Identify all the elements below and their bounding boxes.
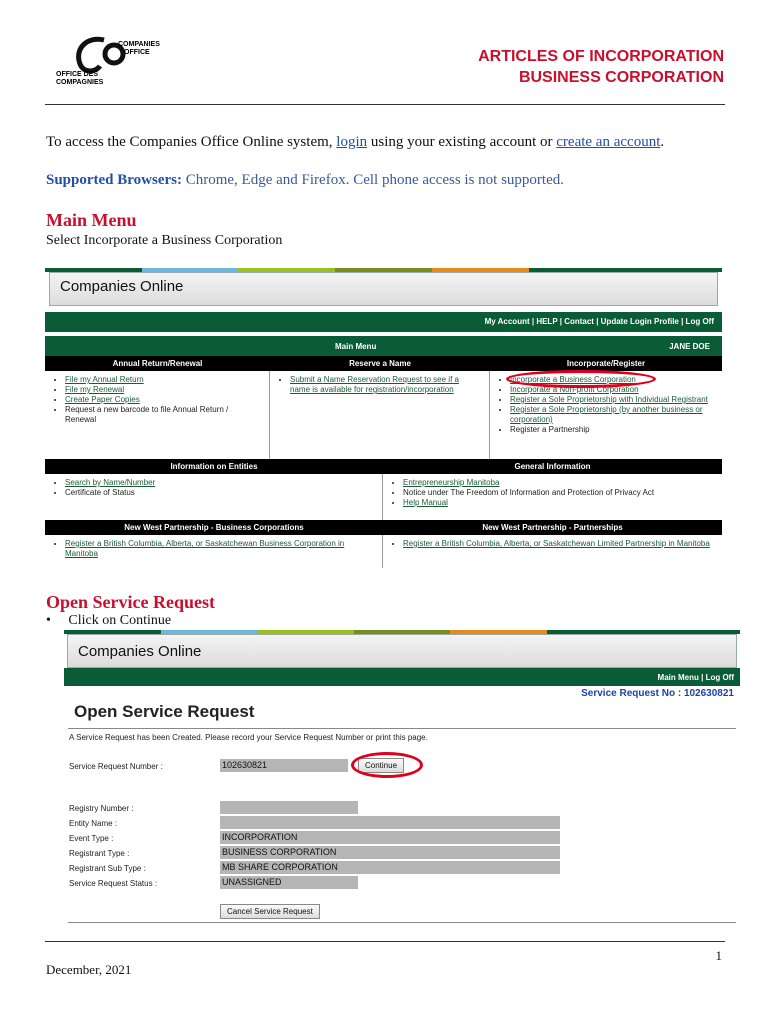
intro-paragraph (46, 134, 664, 151)
intro-text-pre: To access the Companies Office Online system, (46, 134, 337, 150)
cancel-service-request-button[interactable]: Cancel Service Request (220, 904, 320, 919)
open-service-request-heading: Open Service Request (46, 592, 215, 612)
companies-online-banner: Companies Online (49, 272, 718, 306)
registry-number-field (220, 801, 358, 814)
click-continue-bullet (46, 613, 171, 629)
companies-online-banner-2: Companies Online (67, 634, 737, 668)
annual-return-cell (45, 371, 270, 459)
event-type-label: Event Type : (69, 834, 114, 843)
highlight-circle (506, 370, 656, 388)
nwp-partnership-cell (383, 535, 722, 568)
srn-label: Service Request Number : (69, 762, 163, 771)
reserve-name-cell (270, 371, 490, 459)
file-annual-return-link[interactable]: File my Annual Return (65, 375, 144, 384)
registrant-type-label: Registrant Type : (69, 849, 130, 858)
main-menu-heading: Main Menu (46, 210, 137, 230)
registrant-type-field: BUSINESS CORPORATION (220, 846, 560, 859)
companies-online-main-menu-screenshot (45, 268, 722, 568)
register-sole-prop-individual-link[interactable]: Register a Sole Proprietorship with Individual Registrant (510, 395, 708, 404)
logo-text-2: OFFICE (124, 49, 150, 56)
create-paper-copies-link[interactable]: Create Paper Copies (65, 395, 140, 404)
bullet-glyph: • (46, 613, 69, 628)
continue-button[interactable]: Continue (358, 758, 404, 773)
browsers-text: Chrome, Edge and Firefox. Cell phone access is not supported. (181, 172, 564, 188)
osr-divider (68, 728, 736, 729)
entity-name-label: Entity Name : (69, 819, 118, 828)
nwp-business-header: New West Partnership - Business Corporations (45, 520, 383, 535)
menu-row-2 (45, 459, 722, 520)
title-line-1: ARTICLES OF INCORPORATION (478, 48, 724, 65)
page-number: 1 (715, 948, 722, 963)
main-menu-bar (45, 336, 722, 356)
event-type-field: INCORPORATION (220, 831, 560, 844)
title-line-2: BUSINESS CORPORATION (518, 69, 724, 86)
osr-bottom-divider (68, 922, 736, 923)
logo-text-4: COMPAGNIES (56, 79, 104, 86)
foi-notice-text: • Notice under The Freedom of Information and Protection of Privacy Act (403, 488, 714, 498)
registry-number-label: Registry Number : (69, 804, 134, 813)
sr-links-bar[interactable]: Main Menu | Log Off (64, 668, 740, 686)
information-entities-header: Information on Entities (45, 459, 383, 474)
help-manual-link[interactable]: Help Manual (403, 498, 448, 507)
color-strip (45, 268, 722, 272)
register-bc-partnership-link[interactable]: Register a British Columbia, Alberta, or Saskatchewan Limited Partnership in Manitoba (403, 539, 710, 548)
osr-message: A Service Request has been Created. Please record your Service Request Number or print this page. (69, 733, 428, 742)
osr-title: Open Service Request (74, 702, 255, 721)
nwp-business-cell (45, 535, 383, 568)
certificate-status-text: • Certificate of Status (65, 488, 374, 498)
register-sole-prop-business-link[interactable]: Register a Sole Proprietorship (by another business or corporation) (510, 405, 703, 424)
submit-name-reservation-link[interactable]: Submit a Name Reservation Request to see if a name is available for registration/incorporation (290, 375, 459, 394)
open-service-request-screenshot (64, 630, 740, 926)
incorporate-nonprofit-link[interactable]: Incorporate a Non-profit Corporation (510, 385, 639, 394)
logo-text-3: OFFICE DES (56, 71, 99, 78)
register-bc-business-link[interactable]: Register a British Columbia, Alberta, or Saskatchewan Business Corporation in Manitoba (65, 539, 345, 558)
service-request-number-header: Service Request No : 102630821 (581, 688, 734, 699)
intro-text-post: . (660, 134, 665, 150)
menu-row-1 (45, 356, 722, 459)
srn-field: 102630821 (220, 759, 348, 772)
main-menu-instruction: Select Incorporate a Business Corporation (46, 233, 283, 248)
login-link[interactable]: login (336, 134, 368, 150)
menu-row-3 (45, 520, 722, 568)
reserve-name-header: Reserve a Name (270, 356, 490, 371)
nwp-partnership-header: New West Partnership - Partnerships (383, 520, 722, 535)
registrant-sub-type-label: Registrant Sub Type : (69, 864, 146, 873)
file-renewal-link[interactable]: File my Renewal (65, 385, 125, 394)
incorporate-cell (490, 371, 722, 459)
annual-return-header: Annual Return/Renewal (45, 356, 270, 371)
register-partnership-text: • Register a Partnership (510, 425, 714, 435)
continue-highlight-circle (351, 752, 423, 778)
request-barcode-text: • Request a new barcode to file Annual Return / Renewal (65, 405, 261, 425)
footer-divider (45, 941, 725, 942)
main-menu-label: Main Menu (335, 342, 377, 351)
user-name: JANE DOE (669, 342, 710, 351)
entrepreneurship-manitoba-link[interactable]: Entrepreneurship Manitoba (403, 478, 500, 487)
browsers-label: Supported Browsers: (46, 172, 182, 188)
sr-status-field: UNASSIGNED (220, 876, 358, 889)
color-strip-2 (64, 630, 740, 634)
incorporate-header: Incorporate/Register (490, 356, 722, 371)
intro-text-mid: using your existing account or (367, 134, 557, 150)
bullet-text: Click on Continue (68, 613, 172, 628)
top-links-bar[interactable]: My Account | HELP | Contact | Update Login Profile | Log Off (45, 312, 722, 332)
companies-office-logo (52, 34, 172, 94)
header-divider (45, 104, 725, 105)
entity-name-field (220, 816, 560, 829)
incorporate-business-corporation-link[interactable]: Incorporate a Business Corporation (510, 375, 636, 384)
logo-text-1: COMPANIES (118, 41, 160, 48)
document-title (478, 46, 724, 88)
information-entities-cell (45, 474, 383, 520)
search-name-number-link[interactable]: Search by Name/Number (65, 478, 156, 487)
footer-date: December, 2021 (46, 962, 132, 977)
general-information-header: General Information (383, 459, 722, 474)
create-account-link[interactable]: create an account (556, 134, 661, 150)
supported-browsers (46, 172, 564, 189)
sr-status-label: Service Request Status : (69, 879, 158, 888)
general-information-cell (383, 474, 722, 520)
registrant-sub-type-field: MB SHARE CORPORATION (220, 861, 560, 874)
